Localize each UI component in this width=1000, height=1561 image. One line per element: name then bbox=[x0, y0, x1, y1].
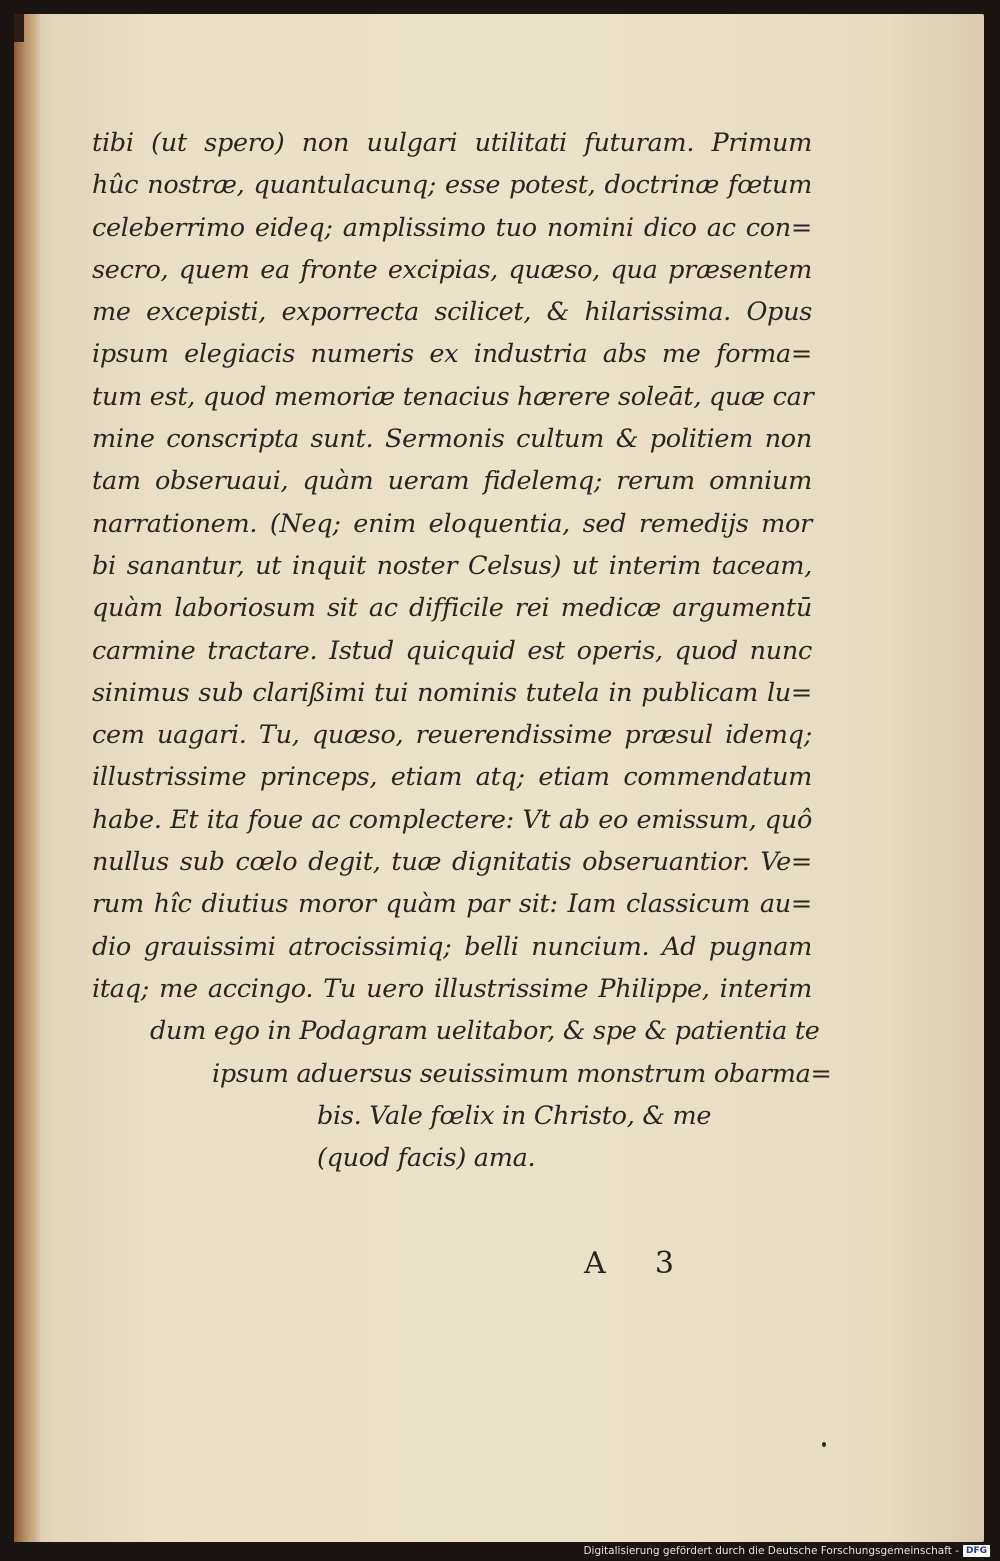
text-line: bi sanantur, ut inquit noster Celsus) ut interim taceam, bbox=[92, 550, 812, 581]
text-line: hûc nostræ, quantulacunq; esse potest, doctrinæ fœtum bbox=[92, 170, 812, 201]
text-line: (quod facis) ama. bbox=[317, 1143, 536, 1174]
text-line: me excepisti, exporrecta scilicet, & hilarissima. Opus bbox=[92, 297, 812, 328]
text-line: tibi (ut spero) non uulgari utilitati futuram. Primum bbox=[92, 128, 812, 158]
text-line: bis. Vale fœlix in Christo, & me bbox=[317, 1100, 712, 1131]
text-line: cem uagari. Tu, quæso, reuerendissime præsul idemq; bbox=[92, 720, 812, 751]
text-line: celeberrimo eideq; amplissimo tuo nomini dico ac con= bbox=[92, 212, 812, 243]
footer-credit: Digitalisierung gefördert durch die Deutsche Forschungsgemeinschaft - bbox=[583, 1545, 959, 1557]
text-line: mine conscripta sunt. Sermonis cultum & politiem non bbox=[92, 424, 812, 455]
text-line: quàm laboriosum sit ac difficile rei medicæ argumentū bbox=[92, 593, 812, 624]
text-line: secro, quem ea fronte excipias, quæso, qua præsentem bbox=[92, 254, 812, 285]
text-line: illustrissime princeps, etiam atq; etiam commendatum bbox=[92, 762, 812, 793]
text-line: itaq; me accingo. Tu uero illustrissime Philippe, interim bbox=[92, 973, 812, 1004]
text-line: carmine tractare. Istud quicquid est operis, quod nunc bbox=[92, 635, 812, 666]
dfg-logo-icon: DFG bbox=[963, 1545, 990, 1557]
text-line: ipsum aduersus seuissimum monstrum obarma= bbox=[212, 1058, 832, 1089]
book-page bbox=[14, 14, 984, 1542]
text-line: tum est, quod memoriæ tenacius hærere soleāt, quæ car bbox=[92, 381, 814, 412]
text-line: ipsum elegiacis numeris ex industria abs me forma= bbox=[92, 339, 812, 370]
text-line: tam obseruaui, quàm ueram fidelemq; rerum omnium bbox=[92, 466, 812, 497]
text-line: rum hîc diutius moror quàm par sit: Iam classicum au= bbox=[92, 889, 812, 920]
page-binding-edge bbox=[14, 14, 40, 1542]
text-line: dum ego in Podagram uelitabor, & spe & patientia te bbox=[150, 1016, 820, 1047]
text-line: habe. Et ita foue ac complectere: Vt ab eo emissum, quô bbox=[92, 804, 812, 835]
signature-number: 3 bbox=[654, 1246, 674, 1281]
ink-speck bbox=[822, 1442, 826, 1447]
signature-letter: A bbox=[584, 1246, 606, 1281]
body-text bbox=[92, 122, 832, 1179]
text-line: sinimus sub clarißimi tui nominis tutela in publicam lu= bbox=[92, 677, 812, 708]
signature-mark bbox=[584, 1246, 674, 1281]
digitization-footer bbox=[583, 1542, 990, 1560]
text-line: dio grauissimi atrocissimiq; belli nuncium. Ad pugnam bbox=[92, 931, 812, 962]
text-line: narrationem. (Neq; enim eloquentia, sed remedijs mor bbox=[92, 508, 812, 539]
text-line: nullus sub cœlo degit, tuæ dignitatis obseruantior. Ve= bbox=[92, 847, 812, 878]
